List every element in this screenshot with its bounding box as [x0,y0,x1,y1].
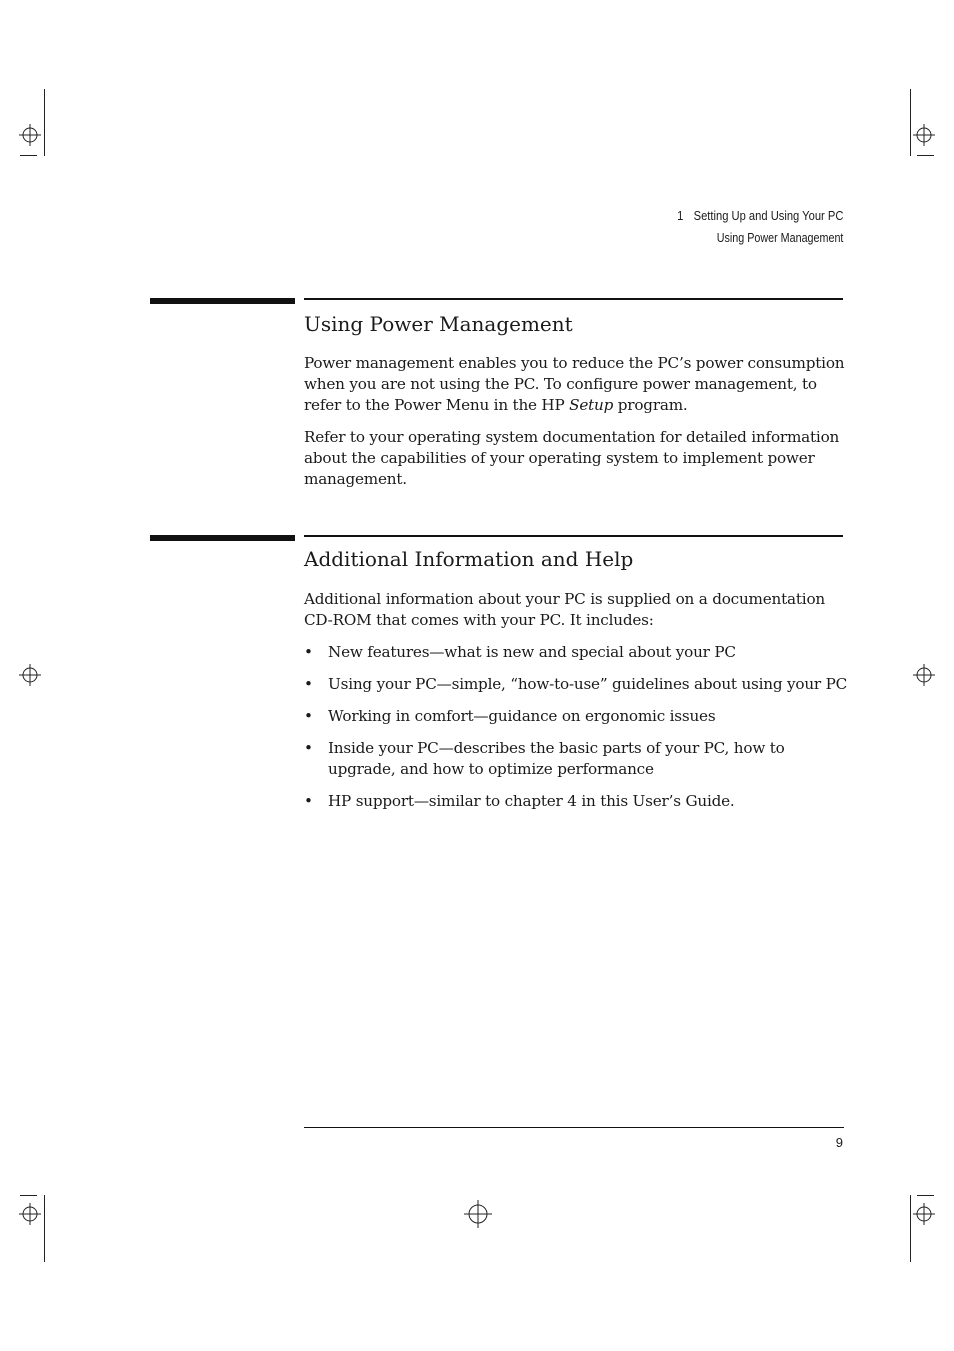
section-heading-power-management: Using Power Management [304,312,573,336]
section-rule-thick [150,535,295,541]
crop-mark [910,1195,911,1262]
section-heading-additional-info: Additional Information and Help [304,547,634,571]
bullet-icon: • [304,643,313,661]
section-body-additional-info [304,589,849,823]
list-item [304,706,849,727]
registration-mark-icon [19,124,41,146]
crop-mark [20,155,37,156]
crop-mark [20,1195,37,1196]
paragraph-text: program. [613,396,688,414]
crop-mark [917,1195,934,1196]
crop-mark [44,1195,45,1262]
registration-mark-icon [19,1203,41,1225]
running-head-section: Using Power Management [716,231,843,245]
registration-mark-icon [19,664,41,686]
section-rule-thick [150,298,295,304]
list-item [304,674,849,695]
list-item [304,738,849,780]
bullet-icon: • [304,739,313,757]
paragraph [304,353,849,416]
chapter-number: 1 [676,208,683,223]
section-rule-thin [304,535,843,537]
footer-rule [304,1127,844,1128]
list-item-text: New features—what is new and special about your PC [328,643,736,661]
paragraph: Additional information about your PC is supplied on a documentation CD-ROM that comes with your PC. It includes: [304,590,825,629]
setup-program-name: Setup [569,396,614,414]
crop-mark [44,89,45,156]
registration-mark-icon [913,124,935,146]
bullet-list [304,642,849,812]
paragraph: Refer to your operating system documentation for detailed information about the capabilities of your operating system to implement power management. [304,428,840,488]
running-head [677,207,843,247]
registration-mark-icon [913,664,935,686]
crop-mark [910,89,911,156]
running-head-chapter [677,207,843,225]
bullet-icon: • [304,675,313,693]
crop-mark [917,155,934,156]
bullet-icon: • [304,707,313,725]
bullet-icon: • [304,792,313,810]
registration-mark-icon [913,1203,935,1225]
list-item [304,642,849,663]
paragraph-text: Power management enables you to reduce the PC’s power consumption when you are not using the PC. To configure power management, to refer to the Power Menu in the HP [304,354,845,414]
section-body-power-management [304,353,849,501]
registration-mark-icon [464,1200,492,1228]
list-item-text: HP support—similar to chapter 4 in this User’s Guide. [328,792,735,810]
list-item-text: Inside your PC—describes the basic parts of your PC, how to upgrade, and how to optimize performance [328,739,785,778]
list-item-text: Working in comfort—guidance on ergonomic issues [328,707,716,725]
list-item-text: Using your PC—simple, “how-to-use” guidelines about using your PC [328,675,848,693]
list-item [304,791,849,812]
section-rule-thin [304,298,843,300]
page-number: 9 [835,1135,843,1150]
chapter-title: Setting Up and Using Your PC [693,208,843,223]
